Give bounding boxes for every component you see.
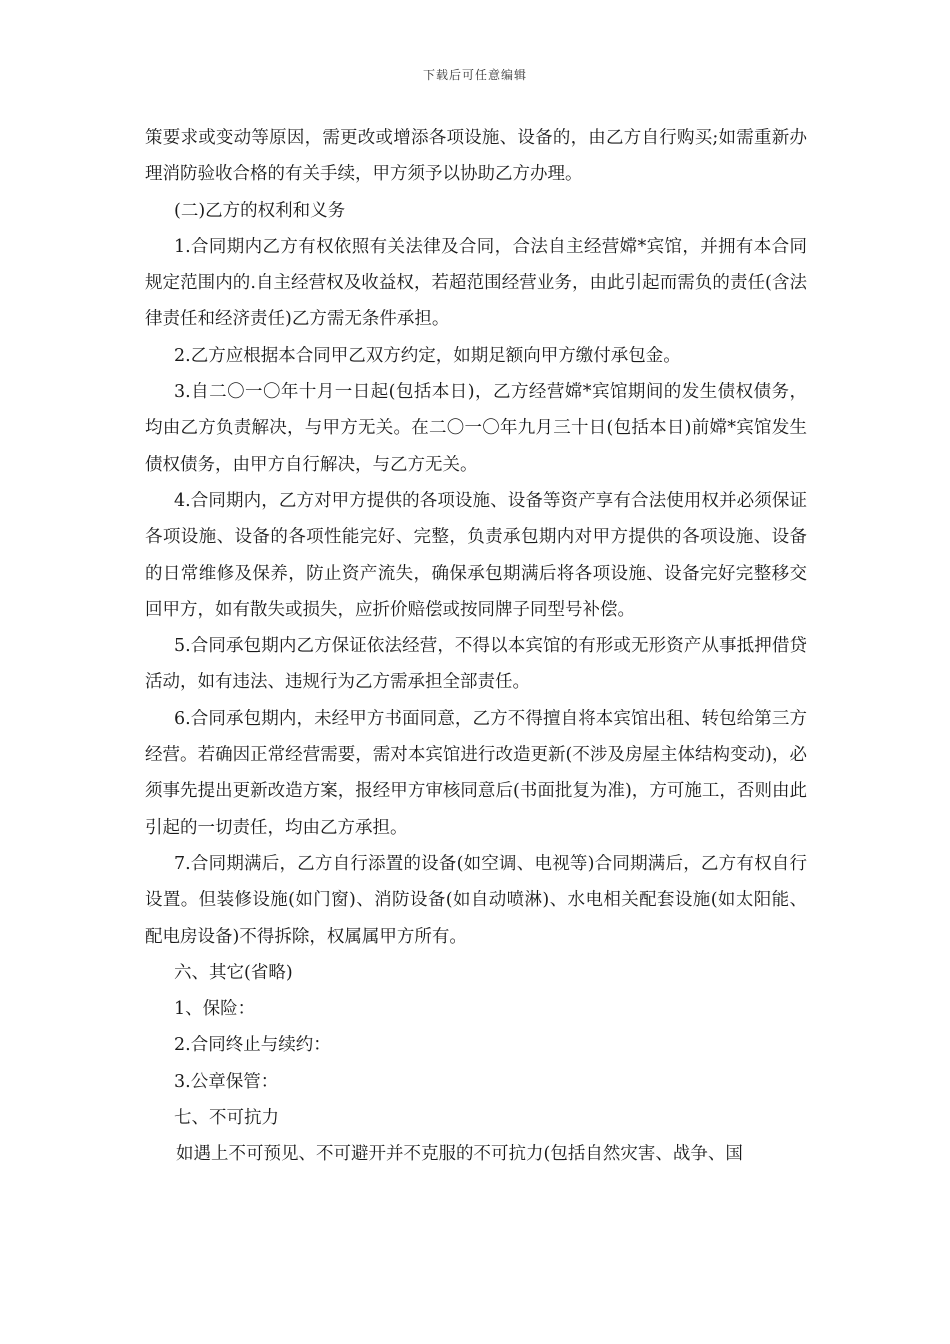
clause-6: 6.合同承包期内，未经甲方书面同意，乙方不得擅自将本宾馆出租、转包给第三方经营。若确因正常经营需要，需对本宾馆进行改造更新(不涉及房屋主体结构变动)，必须事先提出更新改造方案，报经甲方审核同意后(书面批复为准)，方可施工，否则由此引起的一切责任，均由乙方承担。: [145, 708, 807, 838]
paragraph: 策要求或变动等原因，需更改或增添各项设施、设备的，由乙方自行购买;如需重新办理消防验收合格的有关手续，甲方须予以协助乙方办理。: [145, 128, 807, 185]
clause-4: 4.合同期内，乙方对甲方提供的各项设施、设备等资产享有合法使用权并必须保证各项设施、设备的各项性能完好、完整，负责承包期内对甲方提供的各项设施、设备的日常维修及保养，防止资产流失，确保承包期满后将各项设施、设备完好完整移交回甲方，如有散失或损失，应折价赔偿或按同牌子同型号补偿。: [145, 490, 807, 620]
force-majeure-paragraph: 如遇上不可预见、不可避开并不克服的不可抗力(包括自然灾害、战争、国: [176, 1144, 743, 1165]
clause-2: 2.乙方应根据本合同甲乙双方约定，如期足额向甲方缴付承包金。: [174, 345, 681, 366]
document-body: [145, 120, 807, 1173]
section-heading-other: 六、其它(省略): [174, 962, 293, 983]
clause-7: 7.合同期满后，乙方自行添置的设备(如空调、电视等)合同期满后，乙方有权自行设置。但装修设施(如门窗)、消防设备(如自动喷淋)、水电相关配套设施(如太阳能、配电房设备)不得拆除，权属属甲方所有。: [145, 853, 807, 947]
clause-1: 1.合同期内乙方有权依照有关法律及合同，合法自主经营嫦*宾馆，并拥有本合同规定范围内的.自主经营权及收益权，若超范围经营业务，由此引起而需负的责任(含法律责任和经济责任)乙方需无条件承担。: [145, 236, 807, 330]
section-heading-party-b-rights: (二)乙方的权利和义务: [174, 200, 346, 221]
page-header: 下载后可任意编辑: [422, 68, 527, 82]
other-item-seal: 3.公章保管：: [174, 1071, 279, 1092]
clause-3: 3.自二〇一〇年十月一日起(包括本日)，乙方经营嫦*宾馆期间的发生债权债务，均由乙方负责解决，与甲方无关。在二〇一〇年九月三十日(包括本日)前嫦*宾馆发生债权债务，由甲方自行解决，与乙方无关。: [145, 382, 807, 475]
other-item-insurance: 1、保险：: [174, 999, 256, 1020]
section-heading-force-majeure: 七、不可抗力: [174, 1108, 279, 1129]
other-item-termination: 2.合同终止与续约：: [174, 1035, 331, 1056]
clause-5: 5.合同承包期内乙方保证依法经营，不得以本宾馆的有形或无形资产从事抵押借贷活动，如有违法、违规行为乙方需承担全部责任。: [145, 636, 807, 693]
